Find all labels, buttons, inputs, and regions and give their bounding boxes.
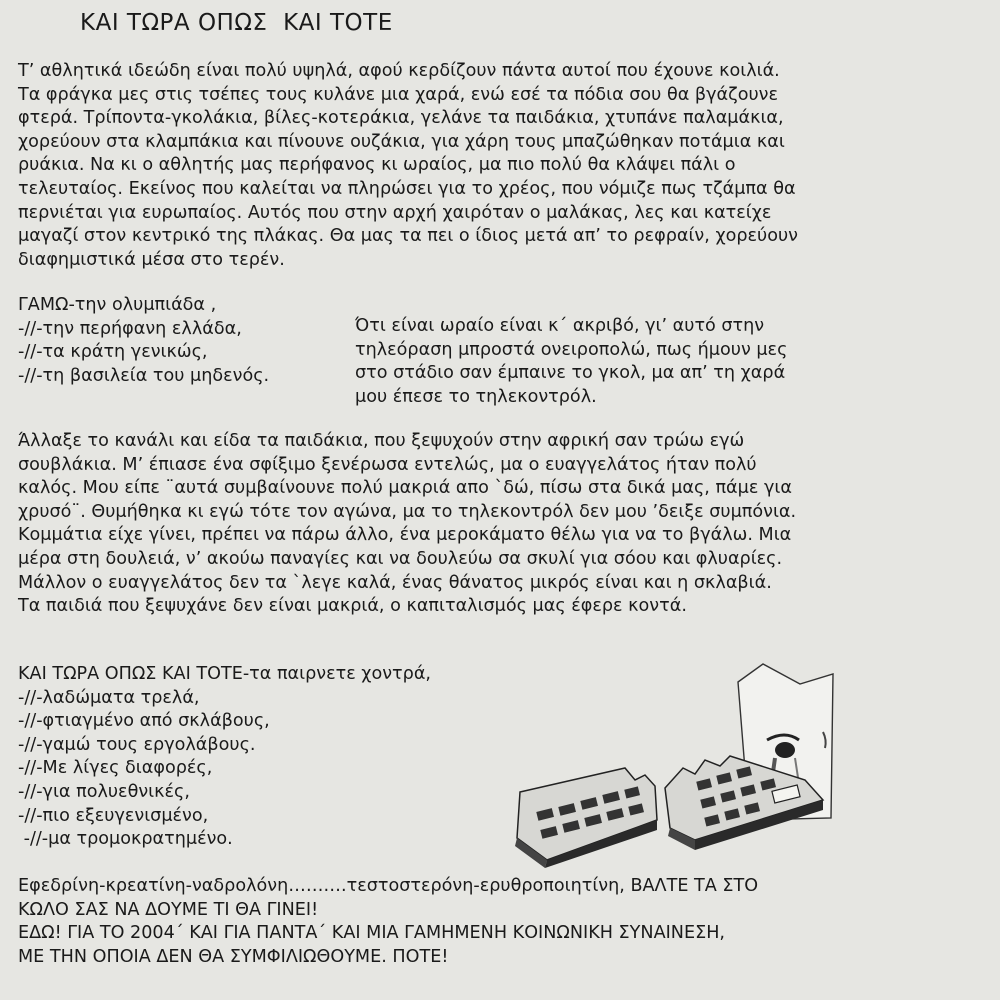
text-line: Ότι είναι ωραίο είναι κ΄ ακριβό, γι’ αυτό στην	[355, 316, 765, 336]
text-line: μου έπεσε το τηλεκοντρόλ.	[355, 386, 597, 407]
text-line: σουβλάκια. Μ’ έπιασε ένα σφίξιμο ξενέρωσα εντελώς, μα ο ευαγγελάτος ήταν πολύ	[18, 454, 757, 475]
text-line: -//-την περήφανη ελλάδα,	[18, 318, 242, 339]
intro-paragraph	[18, 60, 798, 272]
text-line: Άλλαξε το κανάλι και είδα τα παιδάκια, που ξεψυχούν στην αφρική σαν τρώω εγώ	[18, 431, 745, 451]
text-line: Τ’ αθλητικά ιδεώδη είναι πολύ υψηλά, αφού κερδίζουν πάντα αυτοί που έχουνε κοιλιά.	[18, 61, 780, 81]
text-line: φτερά. Τρίποντα-γκολάκια, βίλες-κοτεράκια, γελάνε τα παιδάκια, χτυπάνε παλαμάκια,	[18, 108, 784, 129]
text-line: ΚΩΛΟ ΣΑΣ ΝΑ ΔΟΥΜΕ ΤΙ ΘΑ ΓΙΝΕΙ!	[18, 899, 319, 920]
text-line: -//-για πολυεθνικές,	[18, 781, 190, 802]
text-line: ΕΔΩ! ΓΙΑ ΤΟ 2004΄ ΚΑΙ ΓΙΑ ΠΑΝΤΑ΄ ΚΑΙ ΜΙΑ ΓΑΜΗΜΕΝΗ ΚΟΙΝΩΝΙΚΗ ΣΥΝΑΙΝΕΣΗ,	[18, 923, 726, 944]
broken-remote-control-icon	[515, 756, 823, 868]
text-line: -//-λαδώματα τρελά,	[18, 687, 200, 708]
text-line: -//-τη βασιλεία του μηδενός.	[18, 365, 270, 386]
text-line: ρυάκια. Να κι ο αθλητής μας περήφανος κι ωραίος, μα πιο πολύ θα κλάψει πάλι ο	[18, 155, 736, 176]
chorus-one	[18, 294, 269, 388]
text-line: διαφημιστικά μέσα στο τερέν.	[18, 249, 285, 270]
text-line: -//-πιο εξευγενισμένο,	[18, 805, 209, 826]
finale	[18, 875, 758, 969]
broken-tv-illustration	[505, 660, 835, 879]
text-line: -//-γαμώ τους εργολάβους.	[18, 734, 256, 755]
page-title: ΚΑΙ ΤΩΡΑ ΟΠΩΣ ΚΑΙ ΤΟΤΕ	[80, 10, 393, 36]
text-line: μέρα στη δουλειά, ν’ ακούω παναγίες και να δουλεύω σα σκυλί για σόου και φλυαρίες.	[18, 548, 783, 569]
text-line: -//-μα τρομοκρατημένο.	[18, 829, 233, 850]
text-line: μαγαζί στον κεντρικό της πλάκας. Θα μας τα πει ο ίδιος μετά απ’ το ρεφραίν, χορεύουν	[18, 226, 799, 247]
chorus-two	[18, 663, 431, 852]
text-line: Εφεδρίνη-κρεατίνη-ναδρολόνη……….τεστοστερόνη-ερυθροποιητίνη, ΒΑΛΤΕ ΤΑ ΣΤΟ	[18, 876, 759, 896]
text-line: χορεύουν στα κλαμπάκια και πίνουνε ουζάκια, για χάρη τους μπαζώθηκαν ποτάμια και	[18, 131, 785, 152]
verse-two	[18, 430, 796, 619]
text-line: τελευταίος. Εκείνος που καλείται να πληρώσει για το χρέος, που νόμιζε πως τζάμπα θα	[18, 178, 796, 199]
text-line: περνιέται για ευρωπαίος. Αυτός που στην αρχή χαιρόταν ο μαλάκας, λες και κατείχε	[18, 202, 772, 223]
text-line: -//-τα κράτη γενικώς,	[18, 342, 208, 363]
text-line: καλός. Μου είπε ¨αυτά συμβαίνουνε πολύ μακριά απο `δώ, πίσω στα δικά μας, πάμε για	[18, 478, 792, 499]
text-line: -//-φτιαγμένο από σκλάβους,	[18, 711, 270, 732]
text-line: Τα φράγκα μες στις τσέπες τους κυλάνε μια χαρά, ενώ εσέ τα πόδια σου θα βγάζουνε	[18, 84, 778, 105]
text-line: -//-Με λίγες διαφορές,	[18, 758, 213, 779]
text-line: χρυσό¨. Θυμήθηκα κι εγώ τότε τον αγώνα, μα το τηλεκοντρόλ δεν μου ’δειξε συμπόνια.	[18, 501, 797, 522]
text-line: ΚΑΙ ΤΩΡΑ ΟΠΩΣ ΚΑΙ ΤΟΤΕ-τα παιρνετε χοντρά,	[18, 664, 432, 684]
text-line: στο στάδιο σαν έμπαινε το γκολ, μα απ’ τη χαρά	[355, 363, 786, 384]
text-line: ΓΑΜΩ-την ολυμπιάδα ,	[18, 295, 217, 315]
text-line: ΜΕ ΤΗΝ ΟΠΟΙΑ ΔΕΝ ΘΑ ΣΥΜΦΙΛΙΩΘΟΥΜΕ. ΠΟΤΕ!	[18, 946, 449, 967]
text-line: Μάλλον ο ευαγγελάτος δεν τα `λεγε καλά, ένας θάνατος μικρός είναι και η σκλαβιά.	[18, 572, 772, 593]
text-line: τηλεόραση μπροστά ονειροπολώ, πως ήμουν μες	[355, 339, 788, 360]
text-line: Τα παιδιά που ξεψυχάνε δεν είναι μακριά, ο καπιταλισμός μας έφερε κοντά.	[18, 596, 687, 617]
text-line: Κομμάτια είχε γίνει, πρέπει να πάρω άλλο, ένα μεροκάματο θέλω για να το βγάλω. Μια	[18, 525, 792, 546]
side-verse	[355, 315, 787, 409]
